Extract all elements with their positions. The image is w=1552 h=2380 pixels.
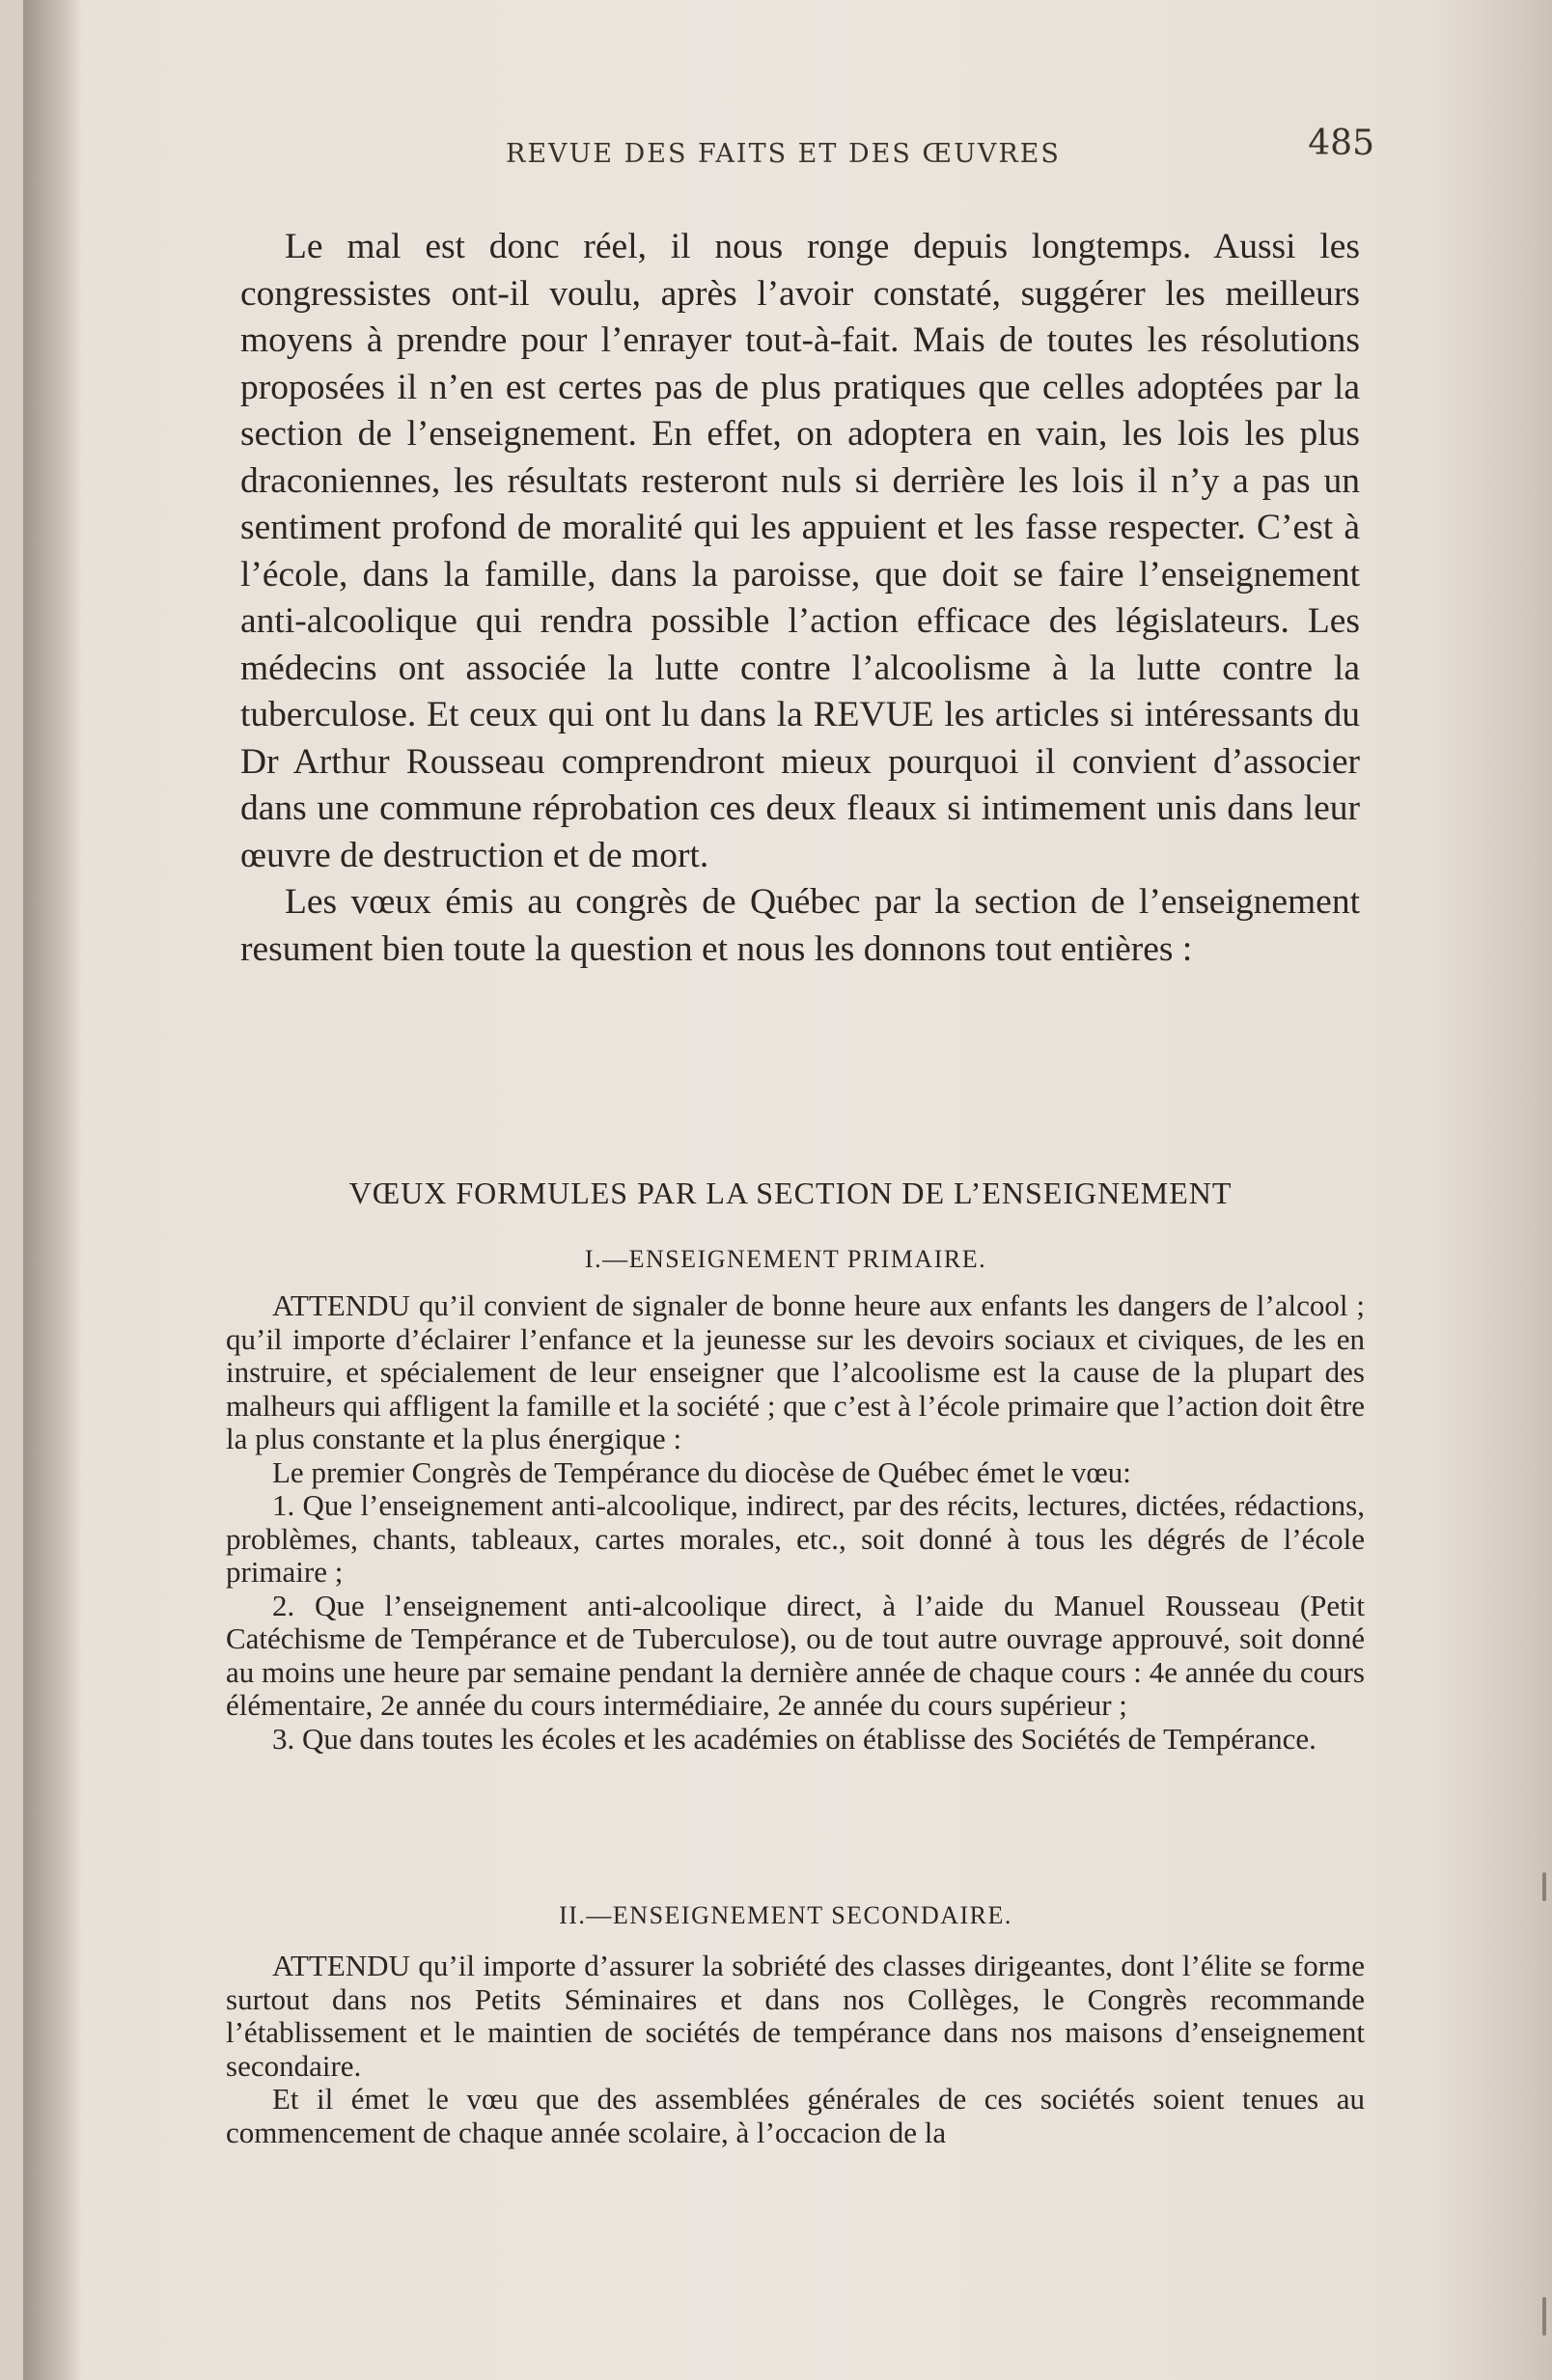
paragraph: ATTENDU qu’il importe d’assurer la sobriété des classes dirigeantes, dont l’élite se forme surtout dans nos Petits Séminaires et dans nos Collèges, le Congrès recommande l’établissement et le maintien de sociétés de tempérance dans nos maisons d’enseignement secondaire. [226, 1949, 1365, 2083]
paragraph: Le mal est donc réel, il nous ronge depuis longtemps. Aussi les congressistes ont-il voulu, après l’avoir constaté, suggérer les meilleurs moyens à prendre pour l’enrayer tout-à-fait. Mais de toutes les résolutions proposées il n’en est certes pas de plus pratiques que celles adoptées par la section de l’enseignement. En effet, on adoptera en vain, les lois les plus draconiennes, les résultats resteront nuls si derrière les lois il n’y a pas un sentiment profond de moralité qui les appuient et les fasse respecter. C’est à l’école, dans la famille, dans la paroisse, que doit se faire l’enseignement anti-alcoolique qui rendra possible l’action efficace des législateurs. Les médecins ont associée la lutte contre l’alcoolisme à la lutte contre la tuberculose. Et ceux qui ont lu dans la REVUE les articles si intéressants du Dr Arthur Rousseau comprendront mieux pourquoi il convient d’associer dans une commune réprobation ces deux fleaux si intimement unis dans leur œuvre de destruction et de mort. [240, 227, 1360, 875]
book-page [23, 0, 1552, 2380]
section-heading: VŒUX FORMULES PAR LA SECTION DE L’ENSEIGNEMENT [348, 1176, 1233, 1210]
paragraph: Les vœux émis au congrès de Québec par la section de l’enseignement resument bien toute la question et nous les donnons tout entières : [240, 882, 1360, 969]
primary-education-text [226, 1289, 1365, 1756]
secondary-education-text [226, 1950, 1365, 2149]
subsection-heading-secondary: II.—ENSEIGNEMENT SECONDAIRE. [559, 1901, 1012, 1929]
paragraph: 3. Que dans toutes les écoles et les académies on établisse des Sociétés de Tempérance. [272, 1721, 1316, 1756]
page-gutter [23, 0, 81, 2380]
subsection-heading-primary: I.—ENSEIGNEMENT PRIMAIRE. [584, 1245, 987, 1273]
page-number: 485 [1308, 124, 1374, 163]
paragraph: Et il émet le vœu que des assemblées générales de ces sociétés soient tenues au commencement de chaque année scolaire, à l’occacion de la [226, 2082, 1365, 2149]
paragraph: ATTENDU qu’il convient de signaler de bonne heure aux enfants les dangers de l’alcool ; qu’il importe d’éclairer l’enfance et la jeunesse sur les devoirs sociaux et civiques, de les en instruire, et spécialement de leur enseigner que l’alcoolisme est la cause de la plupart des malheurs qui affligent la famille et la société ; que c’est à l’école primaire que l’action doit être la plus constante et la plus énergique : [226, 1288, 1365, 1455]
paragraph: Le premier Congrès de Tempérance du diocèse de Québec émet le vœu: [272, 1454, 1131, 1489]
paragraph: 2. Que l’enseignement anti-alcoolique direct, à l’aide du Manuel Rousseau (Petit Catéchisme de Tempérance et de Tuberculose), ou de tout autre ouvrage approuvé, soit donné au moins une heure par semaine pendant la dernière année de chaque cours : 4e année du cours élémentaire, 2e année du cours intermédiaire, 2e année du cours supérieur ; [226, 1588, 1365, 1722]
main-text [240, 224, 1360, 973]
running-head: REVUE DES FAITS ET DES ŒUVRES [506, 139, 1061, 169]
page-header [226, 114, 1374, 172]
margin-mark [1542, 2297, 1546, 2336]
margin-mark [1542, 1872, 1546, 1901]
paragraph: 1. Que l’enseignement anti-alcoolique, indirect, par des récits, lectures, dictées, rédactions, problèmes, chants, tableaux, cartes morales, etc., soit donné à tous les dégrés de l’école primaire ; [226, 1488, 1365, 1589]
